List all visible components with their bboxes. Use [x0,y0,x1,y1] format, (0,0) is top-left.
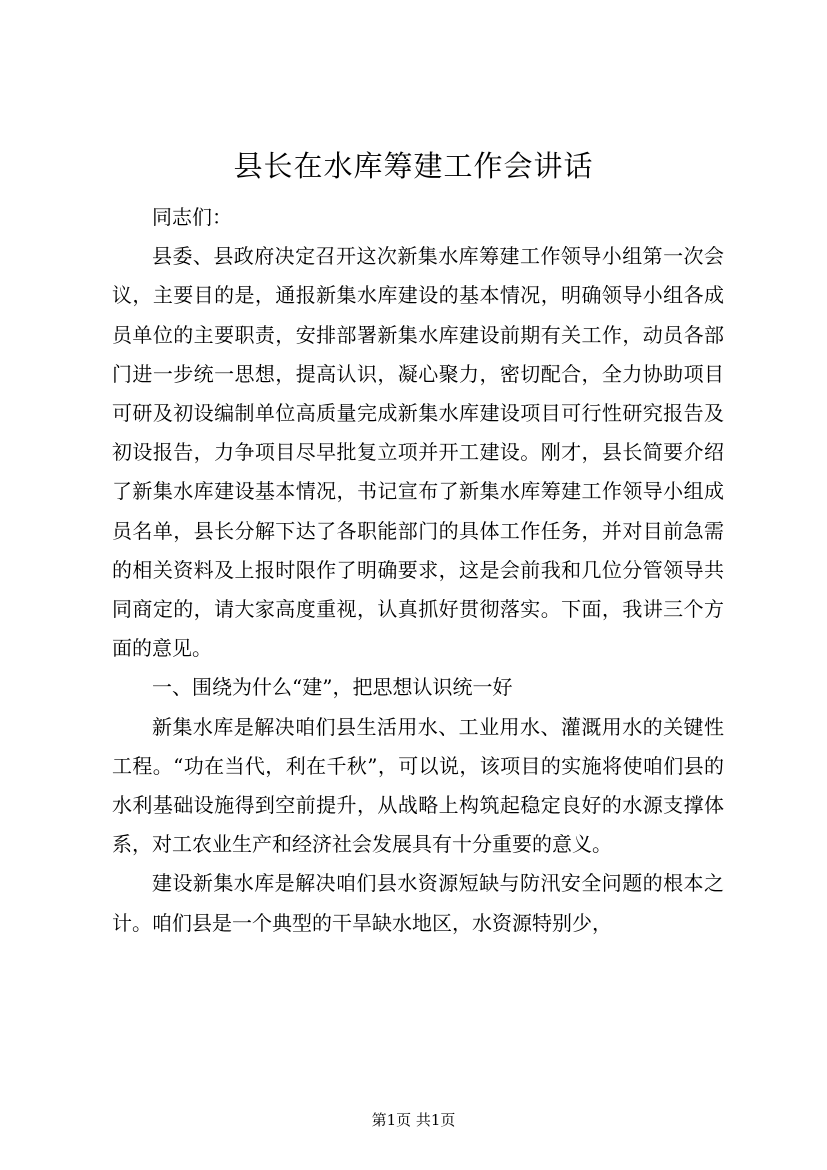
paragraph-section-1: 新集水库是解决咱们县生活用水、工业用水、灌溉用水的关键性工程。“功在当代，利在千秋”，可以说，该项目的实施将使咱们县的水利基础设施得到空前提升，从战略上构筑起稳定良好的水源支撑体系，对工农业生产和经济社会发展具有十分重要的意义。 [112,714,724,857]
document-title: 县长在水库筹建工作会讲话 [233,149,594,183]
page-footer: 第1页 共1页 [371,1111,456,1129]
section-heading: 一、围绕为什么“建”，把思想认识统一好 [152,675,513,700]
paragraph-section-2: 建设新集水库是解决咱们县水资源短缺与防汛安全问题的根本之计。咱们县是一个典型的干旱缺水地区，水资源特别少， [112,871,724,935]
paragraph-intro: 县委、县政府决定召开这次新集水库筹建工作领导小组第一次会议，主要目的是，通报新集水库建设的基本情况，明确领导小组各成员单位的主要职责，安排部署新集水库建设前期有关工作，动员各部门进一步统一思想，提高认识，凝心聚力，密切配合，全力协助项目可研及初设编制单位高质量完成新集水库建设项目可行性研究报告及初设报告，力争项目尽早批复立项并开工建设。刚才，县长简要介绍了新集水库建设基本情况，书记宣布了新集水库筹建工作领导小组成员名单，县长分解下达了各职能部门的具体工作任务，并对目前急需的相关资料及上报时限作了明确要求，这是会前我和几位分管领导共同商定的，请大家高度重视，认真抓好贯彻落实。下面，我讲三个方面的意见。 [112,244,724,661]
salutation: 同志们： [152,205,232,229]
document-body [112,198,724,943]
